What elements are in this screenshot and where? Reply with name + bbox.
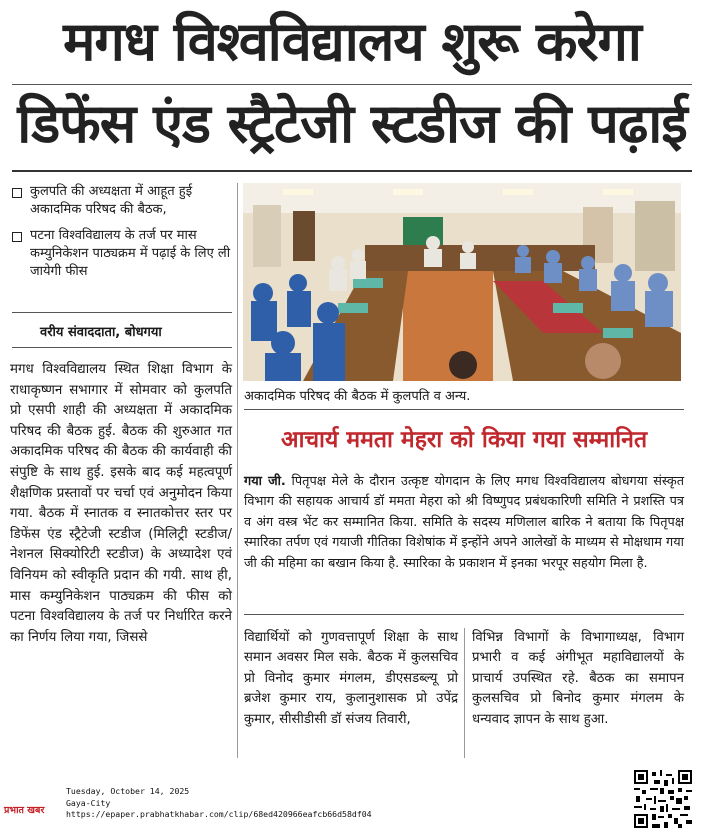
summary-bullet-text: पटना विश्वविद्यालय के तर्ज पर मास कम्युनिकेशन पाठ्यक्रम में पढ़ाई के लिए ली जायेगी फीस <box>30 228 231 279</box>
caption-rule <box>244 409 684 410</box>
headline-line-2: डिफेंस एंड स्ट्रैटेजी स्टडीज की पढ़ाई <box>17 92 687 155</box>
column-divider <box>237 183 238 758</box>
headline-bottom-rule <box>12 170 692 172</box>
footer-edition: Gaya-City <box>66 797 111 808</box>
photo-caption: अकादमिक परिषद की बैठक में कुलपति व अन्य. <box>244 389 471 404</box>
continuation-column-middle: विद्यार्थियों को गुणवत्तापूर्ण शिक्षा के साथ समान अवसर मिल सके. बैठक में कुलसचिव प्रो विनोद कुमार मंगलम, डीएसडब्ल्यू प्रो ब्रजेश कुमार राय, कुलानुशासक प्रो उपेंद्र कुमार, सीसीडीसी डॉ संजय तिवारी, <box>244 630 458 727</box>
sub-story-rule <box>244 614 684 615</box>
byline-rule-bottom <box>12 347 232 348</box>
footer-date: Tuesday, October 14, 2025 <box>66 786 190 796</box>
sub-story-body: पितृपक्ष मेले के दौरान उत्कृष्ट योगदान के लिए मगध विश्वविद्यालय बोधगया संस्कृत विभाग की सहायक आचार्य डॉ ममता मेहरा को श्री विष्णुपद प्रबंधकारिणी समिति ने प्रशस्ति पत्र व अंग वस्त्र भेंट कर सम्मानित किया. समिति के सदस्य मणिलाल बारिक ने बताया कि पितृपक्ष स्मारिका तर्पण एवं गयाजी गीतिका विशेषांक में इन्होंने अपने आलेखों के माध्यम से मोक्षधाम गया जी की महिमा का बखान किया है. स्मारिका के प्रकाशन में इनका भरपूर सहयोग मिला है. <box>244 474 684 571</box>
byline: वरीय संवाददाता, बोधगया <box>40 325 162 340</box>
headline-divider <box>12 84 692 85</box>
qr-code-icon[interactable] <box>634 770 692 828</box>
summary-bullet <box>12 227 240 281</box>
main-story-text: मगध विश्वविद्यालय स्थित शिक्षा विभाग के राधाकृष्णन सभागार में सोमवार को कुलपति प्रो एसपी शाही की अध्यक्षता में अकादमिक परिषद की बैठक हुई. बैठक की शुरुआत गत अकादमिक परिषद की बैठक की कार्यवाही की संपुष्टि के साथ हुई. इसके बाद कई महत्वपूर्ण शैक्षणिक प्रस्तावों पर चर्चा एवं अनुमोदन किया गया. बैठक में स्नातक व स्नातकोत्तर स्तर पर डिफेंस एंड स्ट्रैटेजी स्टडीज (मिलिट्री स्टडीज/नेशनल सिक्योरिटी स्टडीज) के अध्यादेश एवं विनियम को स्वीकृति प्रदान की गयी. साथ ही, मास कम्युनिकेशन पाठ्यक्रम की फीस को पटना विश्वविद्यालय के तर्ज पर निर्धारित करने का निर्णय लिया गया, जिससे <box>10 362 232 645</box>
footer-url[interactable]: https://epaper.prabhatkhabar.com/clip/68ed420966eafcb66d58df04 <box>66 809 372 819</box>
continuation-column-right: विभिन्न विभागों के विभागाध्यक्ष, विभाग प्रभारी व कई अंगीभूत महाविद्यालयों के प्राचार्य उपस्थित रहे. बैठक का समापन कुलसचिव प्रो बिनोद कुमार मंगलम के धन्यवाद ज्ञापन के साथ हुआ. <box>472 630 684 727</box>
sub-story-dateline: गया जी. <box>244 474 286 489</box>
summary-bullet <box>12 183 240 219</box>
sub-story-headline: आचार्य ममता मेहरा को किया गया सम्मानित <box>280 427 648 453</box>
newspaper-logo-text: प्रभात खबर <box>4 805 45 816</box>
sub-story-text <box>244 472 684 574</box>
summary-bullet-text: कुलपति की अध्यक्षता में आहूत हुई अकादमिक परिषद की बैठक, <box>30 184 193 217</box>
meeting-photo <box>243 183 681 381</box>
newspaper-logo <box>4 798 58 818</box>
byline-rule-top <box>12 312 232 313</box>
continuation-divider <box>464 628 465 758</box>
headline-line-1: मगध विश्वविद्यालय शुरू करेगा <box>63 10 641 73</box>
footer-metadata <box>66 786 372 821</box>
meeting-photo-illustration <box>243 183 681 381</box>
square-bullet-icon <box>12 188 22 198</box>
square-bullet-icon <box>12 232 22 242</box>
summary-bullets <box>12 183 240 289</box>
